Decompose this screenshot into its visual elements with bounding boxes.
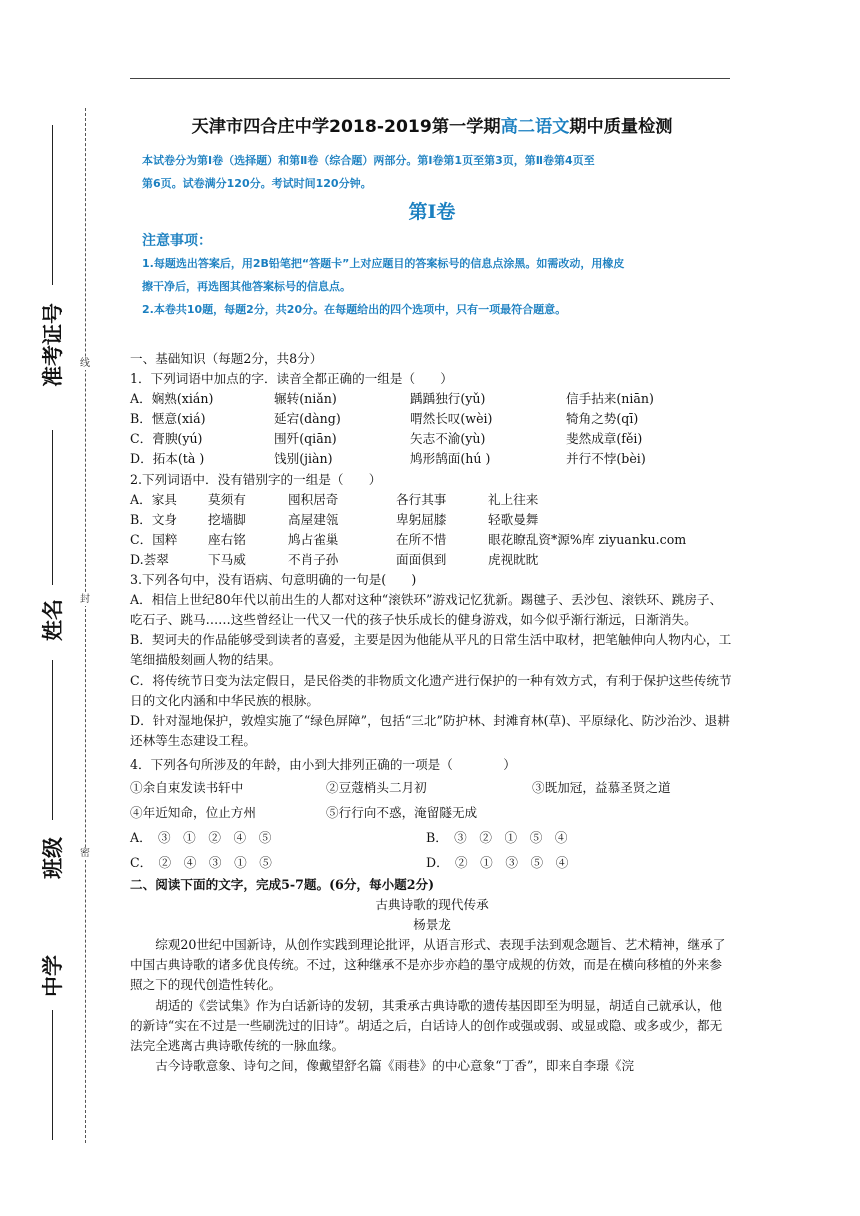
- notice-text: 1.每题选出答案后，用2B铅笔把“答题卡”上对应题目的答案标号的信息点涂黑。如需改动，用橡皮 擦干净后，再选图其他答案标号的信息点。 2.本卷共10题，每题2分，共20分。在每题给出的四个选项中，只有一项最符合题意。: [142, 257, 625, 316]
- school-label: 中学: [41, 955, 65, 997]
- name-label: 姓名: [41, 599, 65, 641]
- article-author: 杨景龙: [413, 917, 451, 933]
- q3-options: A．相信上世纪80年代以前出生的人都对这种“滚铁环”游戏记忆犹新。踢毽子、丢沙包、滚铁环、跳房子、吃石子、跳马……这些曾经让一代又一代的孩子快乐成长的健身游戏，如今似乎渐行渐远，日渐消失。 B．契诃夫的作品能够受到读者的喜爱，主要是因为他能从平凡的日常生活中取材，把笔触伸向人物内心，工笔细描般刻画人物的结果。 C．将传统节日变为法定假日，是民俗类的非物质文化遗产进行保护的一种有效方式，有利于保护这些传统节日的文化内涵和中华民族的根脉。 D．针对湿地保护，敦煌实施了“绿色屏障”，包括“三北”防护林、封滩育林(草)、平原绿化、防沙治沙、退耕还林等生态建设工程。: [130, 592, 732, 748]
- exam-number-label: 准考证号: [41, 303, 65, 387]
- exam-number-blank: [52, 125, 53, 285]
- section2-heading: 二、阅读下面的文字，完成5-7题。(6分，每小题2分): [130, 876, 435, 892]
- exam-intro: 本试卷分为第Ⅰ卷（选择题）和第Ⅱ卷（综合题）两部分。第Ⅰ卷第1页至第3页，第Ⅱ卷第4页至 第6页。试卷满分120分。考试时间120分钟。: [142, 154, 595, 190]
- q4-options: A． ③ ① ② ④ ⑤ B． ③ ② ① ⑤ ④ C． ② ④ ③ ① ⑤ D． ② ① ③ ⑤ ④: [130, 829, 569, 870]
- article-title: 古典诗歌的现代传承: [375, 897, 489, 913]
- class-blank: [52, 660, 53, 820]
- notice-heading: 注意事项：: [142, 233, 212, 249]
- q4-items: ①余自束发读书轩中 ②豆蔻梢头二月初 ③既加冠，益慕圣贤之道 ④年近知命，位止方州 ⑤行行向不惑，淹留隧无成: [130, 779, 671, 820]
- q4-stem: 4．下列各句所涉及的年龄，由小到大排列正确的一项是（ ）: [130, 756, 516, 772]
- cut-line: [85, 108, 86, 1143]
- article-paragraph: 胡适的《尝试集》作为白话新诗的发轫，其秉承古典诗歌的遗传基因即至为明显，胡适自己就承认，他的新诗“实在不过是一些刷洗过的旧诗”。胡适之后，白话诗人的创作或强或弱、或显或隐、或多或少，都无法完全逃离古典诗歌传统的一脉血缘。: [130, 997, 723, 1053]
- section1-heading: 一、基础知识（每题2分，共8分）: [130, 351, 323, 366]
- top-rule: [130, 78, 730, 79]
- school-blank: [52, 1010, 53, 1140]
- cut-mark-seal: 封: [80, 594, 90, 605]
- exam-title: 天津市四合庄中学2018-2019第一学期高二语文期中质量检测: [191, 117, 673, 137]
- q1-stem: 1．下列词语中加点的字．读音全都正确的一组是（ ）: [130, 371, 453, 387]
- name-blank: [52, 430, 53, 585]
- cut-mark-line: 线: [80, 358, 90, 369]
- exam-page: [130, 112, 734, 1076]
- article-paragraph: 综观20世纪中国新诗，从创作实践到理论批评，从语言形式、表现手法到观念题旨、艺术精神，继承了中国古典诗歌的诸多优良传统。不过，这种继承不是亦步亦趋的墨守成规的仿效，而是在横向移植的外来参照之下的现代创造性转化。: [130, 937, 726, 993]
- q1-options: A．娴熟(xián) 辗转(niǎn) 踽踽独行(yǔ) 信手拈来(niān) B．惬意(xiá) 延宕(dàng) 喟然长叹(wèi) 犄角之势(qī) C．膏腴(yú) 围歼(qiān) 矢志不渝(yù) 斐然成章(fěi) D．拓本(tà ) 饯别(jiàn) 鸠形鹄面(hú ) 并行不悖(bèi): [130, 391, 654, 467]
- cut-mark-secret: 密: [80, 848, 90, 859]
- questions: [130, 349, 734, 1076]
- q3-stem: 3.下列各句中，没有语病、句意明确的一句是( ): [130, 572, 417, 588]
- article-paragraph: 古今诗歌意象、诗句之间，像戴望舒名篇《雨巷》的中心意象“丁香”，即来自李璟《浣: [155, 1057, 635, 1073]
- q2-options: A．家具 莫须有 囤积居奇 各行其事 礼上往来 B．文身 挖墙脚 高屋建瓴 卑躬屈膝 轻歌曼舞 C．国粹 座右铭 鸠占雀巢 在所不惜 眼花瞭乱资*源%库 ziyuanku.com D.荟翠 下马威 不肖子孙 面面俱到 虎视眈眈: [130, 491, 687, 567]
- volume-title: 第Ⅰ卷: [408, 201, 456, 223]
- class-label: 班级: [41, 837, 65, 879]
- q2-stem: 2.下列词语中．没有错别字的一组是（ ）: [130, 471, 382, 487]
